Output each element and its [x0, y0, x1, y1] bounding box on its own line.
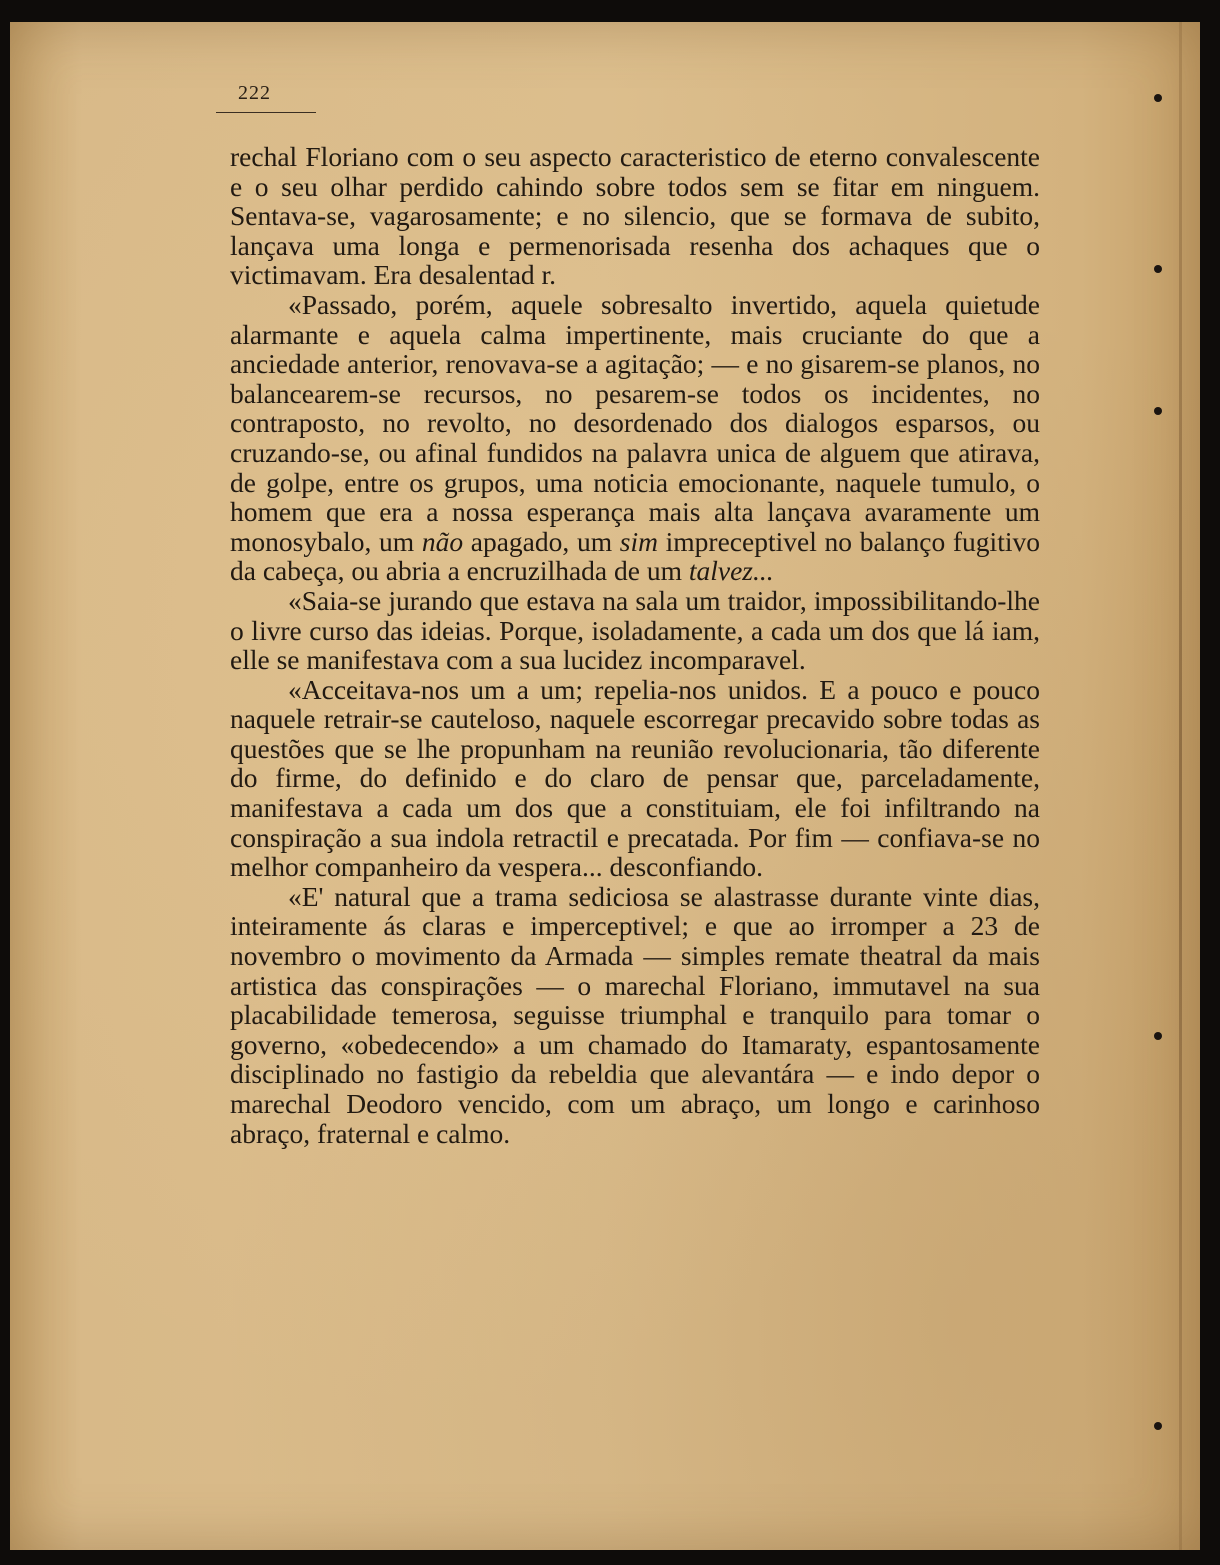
paragraph-2-text-c: impreceptivel no balanço fugitivo da cabeça, ou abria a encruzilhada de um	[230, 525, 1040, 587]
page-text-body	[230, 142, 1040, 1148]
paragraph-2-text-b: apagado, um	[463, 525, 620, 557]
book-page	[10, 22, 1200, 1550]
italic-talvez: talvez...	[688, 555, 774, 587]
paragraph-2	[230, 290, 1040, 586]
margin-ink-mark	[1154, 265, 1162, 273]
paragraph-5: «E' natural que a trama sediciosa se alastrasse durante vinte dias, inteiramente ás claras e imperceptivel; e que ao irromper a 23 de novembro o movimento da Armada — simples remate theatral da mais artistica das conspirações — o marechal Floriano, immutavel na sua placabilidade temerosa, seguisse triumphal e tranquilo para tomar o governo, «obedecendo» a um chamado do Itamaraty, espantosamente disciplinado no fastigio da rebeldia que alevantára — e indo depor o marechal Deodoro vencido, com um abraço, um longo e carinhoso abraço, fraternal e calmo.	[230, 880, 1040, 1149]
margin-ink-mark	[1154, 1032, 1162, 1040]
paragraph-4: «Acceitava-nos um a um; repelia-nos unidos. E a pouco e pouco naquele retrair-se cauteloso, naquele escorregar precavido sobre todas as questões que se lhe propunham na reunião revolucionaria, tão diferente do firme, do definido e do claro de pensar que, parceladamente, manifestava a cada um dos que a constituiam, ele foi infiltrando na conspiração a sua indola retractil e precatada. Por fim — confiava-se no melhor companheiro da vespera... desconfiando.	[230, 673, 1040, 883]
page-number: 222	[238, 82, 271, 104]
paragraph-1: rechal Floriano com o seu aspecto caracteristico de eterno convalescente e o seu olhar perdido cahindo sobre todos sem se fitar em ninguem. Sentava-se, vagarosamente; e no silencio, que se formava de subito, lançava uma longa e permenorisada resenha dos achaques que o victimavam. Era desalentad r.	[230, 141, 1040, 291]
paragraph-2-text-a: «Passado, porém, aquele sobresalto invertido, aquela quietude alarmante e aquela calma impertinente, mais cruciante do que a anciedade anterior, renovava-se a agitação; — e no gisarem-se planos, no balancearem-se recursos, no pesarem-se todos os incidentes, no contraposto, no revolto, no desordenado dos dialogos esparsos, ou cruzando-se, ou afinal fundidos na palavra unica de alguem que atirava, de golpe, entre os grupos, uma noticia emocionante, naquele tumulo, o homem que era a nossa esperança mais alta lançava avaramente um monosybalo, um	[230, 288, 1040, 557]
page-number-rule	[216, 112, 316, 113]
italic-nao: não	[421, 525, 464, 557]
italic-sim: sim	[619, 525, 658, 557]
margin-ink-mark	[1154, 407, 1162, 415]
paragraph-3: «Saia-se jurando que estava na sala um traidor, impossibilitando-lhe o livre curso das ideias. Porque, isoladamente, a cada um dos que lá iam, elle se manifestava com a sua lucidez incomparavel.	[230, 584, 1040, 676]
page-edge-shadow	[1179, 22, 1182, 1550]
margin-ink-mark	[1154, 1422, 1162, 1430]
margin-ink-mark	[1154, 94, 1162, 102]
